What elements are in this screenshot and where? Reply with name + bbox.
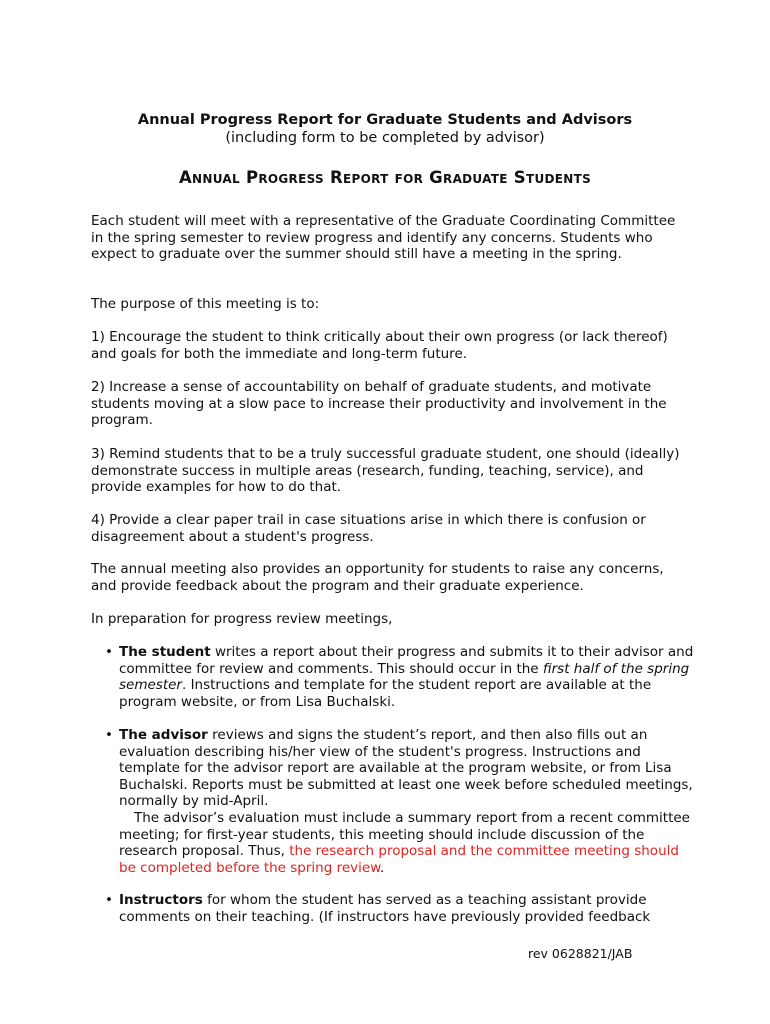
bullet-advisor-text-a: reviews and signs the student’s report, and then also fills out an evaluation describing his/her view of the student's progress. Instructions and template for the advisor report are available at the program website, or from Lisa Buchalski. Reports must be submitted at least one week before scheduled meetings, normally by mid-April. (119, 727, 693, 810)
bullet-student-text-b: . Instructions and template for the student report are available at the program website, or from Lisa Buchalski. (119, 677, 652, 710)
bullet-advisor (105, 727, 695, 876)
document-subtitle: (including form to be completed by advisor) (225, 130, 545, 146)
bullet-advisor-followup (119, 810, 695, 876)
bullet-instructors-content (119, 892, 695, 925)
bullet-marker: • (105, 727, 113, 743)
bullet-student-content (119, 644, 695, 710)
intro-paragraph: Each student will meet with a representative of the Graduate Coordinating Committee in the spring semester to review progress and identify any concerns. Students who expect to graduate over the summer should still have a meeting in the spring. (91, 213, 676, 263)
bullet-marker: • (105, 892, 113, 908)
section-heading: Annual Progress Report for Graduate Students (178, 168, 592, 187)
bullet-student-italic: first half of the spring semester (119, 660, 690, 694)
purpose-item-3: 3) Remind students that to be a truly successful graduate student, one should (ideally) demonstrate success in multiple areas (research, funding, teaching, service), and provide examples for how to do that. (91, 446, 680, 496)
purpose-item-4: 4) Provide a clear paper trail in case situations arise in which there is confusion or disagreement about a student's progress. (91, 512, 646, 545)
bullet-marker: • (105, 644, 113, 660)
purpose-paragraph: The purpose of this meeting is to: (91, 296, 320, 312)
bullet-instructors-lead: Instructors (119, 892, 203, 908)
purpose-item-2: 2) Increase a sense of accountability on behalf of graduate students, and motivate students moving at a slow pace to increase their productivity and involvement in the program. (91, 379, 667, 429)
revision-footer: rev 0628821/JAB (528, 946, 633, 961)
document-title: Annual Progress Report for Graduate Students and Advisors (137, 112, 633, 128)
preparation-paragraph: In preparation for progress review meetings, (91, 611, 393, 627)
purpose-item-1: 1) Encourage the student to think critically about their own progress (or lack thereof) and goals for both the immediate and long-term future. (91, 329, 668, 362)
bullet-advisor-text-b: The advisor’s evaluation must include a summary report from a recent committee meeting; for first-year students, this meeting should include discussion of the research proposal. Thus, (119, 809, 690, 860)
bullet-instructors-text-a: for whom the student has served as a teaching assistant provide comments on their teaching. (If instructors have previously provided feedback (119, 892, 651, 925)
bullet-student (105, 644, 695, 710)
bullet-student-lead: The student (119, 644, 211, 660)
bullet-advisor-lead: The advisor (119, 727, 208, 743)
bullet-advisor-text-c: . (380, 859, 385, 876)
annual-meeting-paragraph: The annual meeting also provides an opportunity for students to raise any concerns, and provide feedback about the program and their graduate experience. (91, 561, 664, 594)
bullet-student-text-a: writes a report about their progress and submits it to their advisor and committee for review and comments. This should occur in the (119, 644, 694, 677)
bullet-instructors (105, 892, 695, 925)
bullet-advisor-content (119, 727, 695, 876)
bullet-advisor-red-note: the research proposal and the committee meeting should be completed before the spring review (119, 843, 679, 876)
